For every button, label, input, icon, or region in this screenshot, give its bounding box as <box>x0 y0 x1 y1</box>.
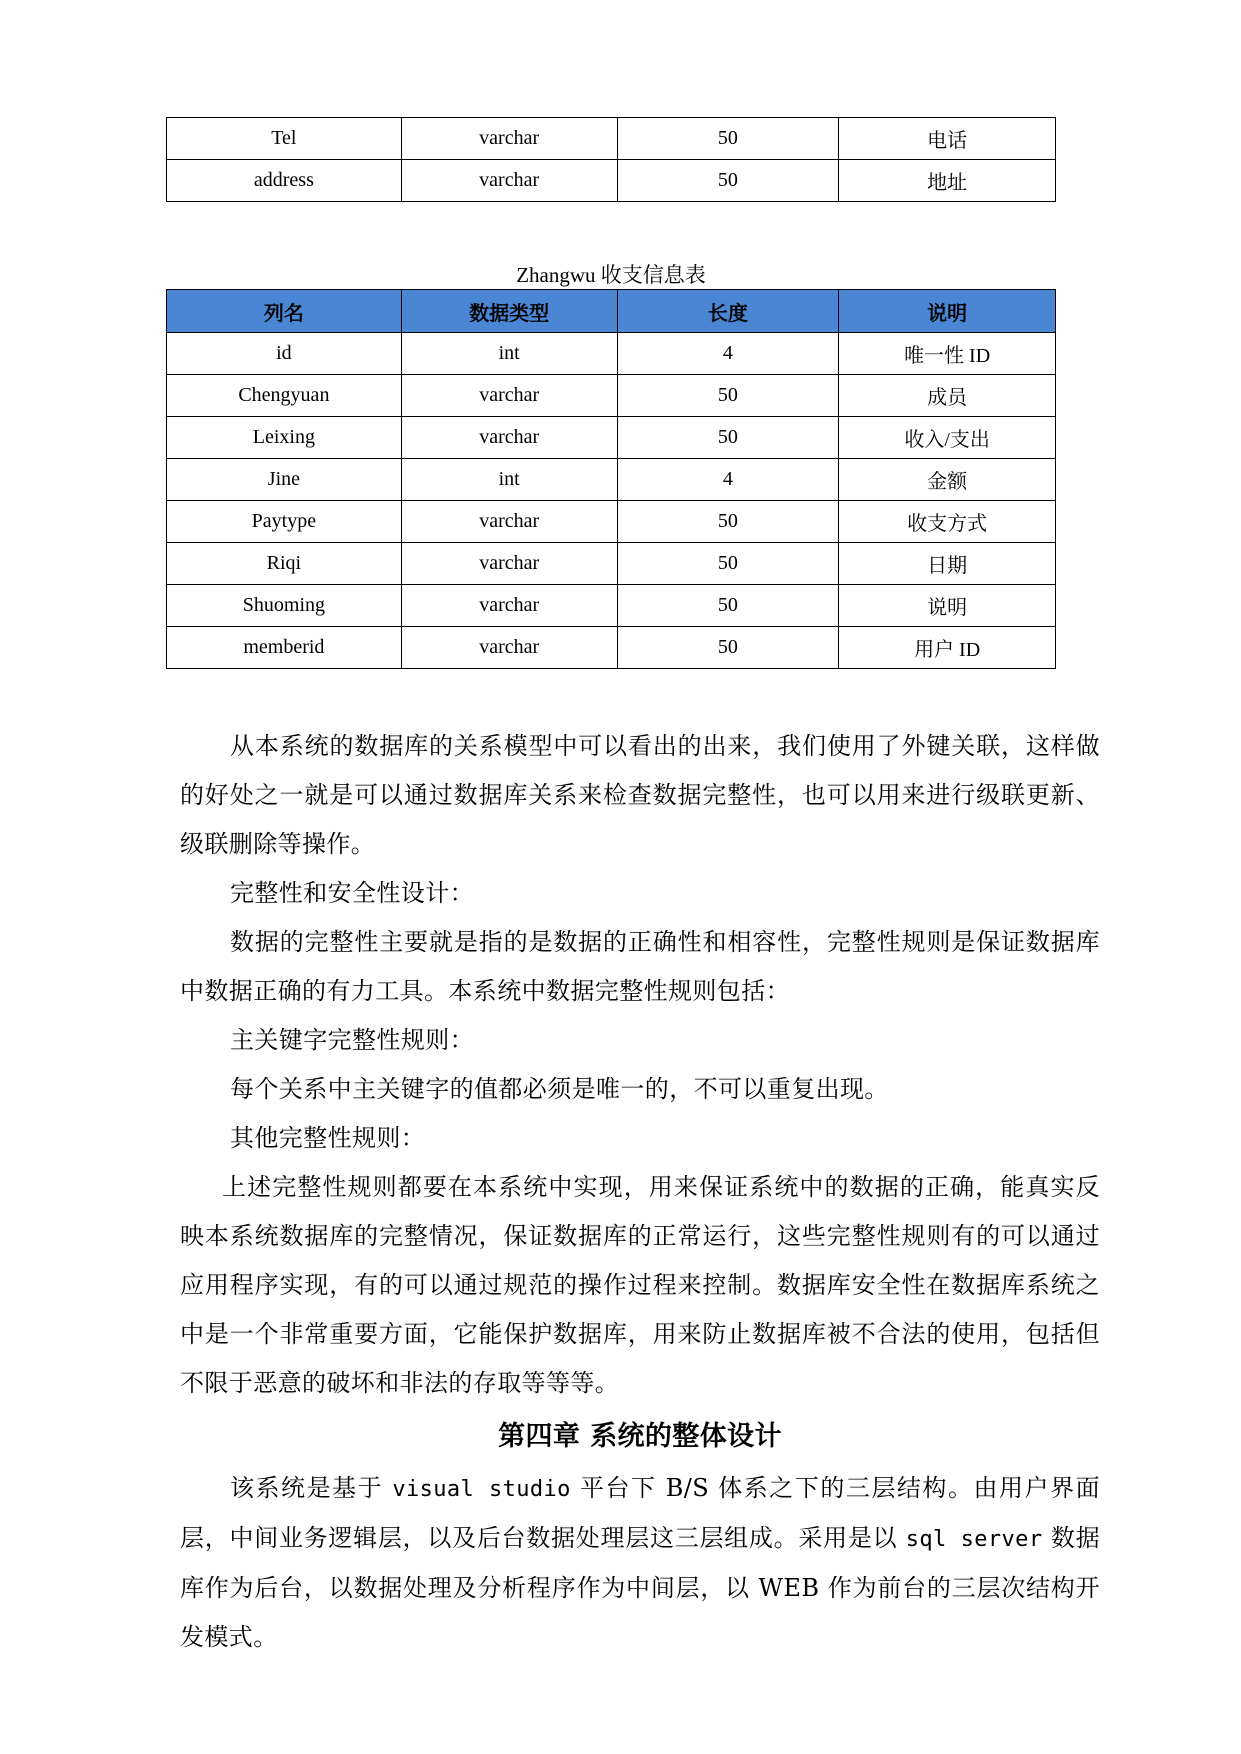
table-cell: 4 <box>617 459 839 501</box>
paragraph: 每个关系中主关键字的值都必须是唯一的，不可以重复出现。 <box>230 1075 889 1103</box>
table-row <box>167 459 1056 501</box>
table-cell: Jine <box>167 459 402 501</box>
code-text: sql server <box>905 1527 1043 1552</box>
table-cell: varchar <box>401 375 617 417</box>
paragraph: 上述完整性规则都要在本系统中实现，用来保证系统中的数据的正确，能真实反映本系统数据库的完整情况，保证数据库的正常运行，这些完整性规则有的可以通过应用程序实现，有的可以通过规范的操作过程来控制。数据库安全性在数据库系统之中是一个非常重要方面，它能保护数据库，用来防止数据库被不合法的使用，包括但不限于恶意的破坏和非法的存取等等等。 <box>180 1173 1100 1397</box>
table-cell: 说明 <box>839 585 1056 627</box>
table-cell: 收支方式 <box>839 501 1056 543</box>
table-cell: 50 <box>617 585 839 627</box>
table-cell: varchar <box>401 585 617 627</box>
table-cell: 50 <box>617 118 839 160</box>
paragraph: 其他完整性规则： <box>230 1124 426 1152</box>
table-header-row <box>167 290 1056 333</box>
table-cell: Riqi <box>167 543 402 585</box>
table-cell: varchar <box>401 417 617 459</box>
table-row <box>167 417 1056 459</box>
table-cell: 50 <box>617 160 839 202</box>
table-cell: int <box>401 459 617 501</box>
table-cell: address <box>167 160 402 202</box>
table-row <box>167 543 1056 585</box>
table-cell: Chengyuan <box>167 375 402 417</box>
table-row <box>167 160 1056 202</box>
chapter-title: 第四章 系统的整体设计 <box>498 1421 782 1452</box>
paragraph-text: 数据库作为后台，以数据处理及分析程序作为中间层，以 WEB 作为前台的三层次结构开发模式。 <box>180 1524 1100 1651</box>
table-row <box>167 585 1056 627</box>
paragraph <box>180 1464 1100 1662</box>
table-caption: Zhangwu 收支信息表 <box>516 263 706 287</box>
table-cell: varchar <box>401 627 617 669</box>
code-text: visual studio <box>392 1477 571 1502</box>
table-cell: Shuoming <box>167 585 402 627</box>
column-header: 说明 <box>839 290 1056 333</box>
table-cell: 日期 <box>839 543 1056 585</box>
table-cell: int <box>401 333 617 375</box>
paragraph-text: 平台下 B/S 体系之下的三层结构。由用户界面层，中间业务逻辑层，以及后台数据处理层这三层组成。采用是以 <box>180 1474 1100 1552</box>
table-cell: Tel <box>167 118 402 160</box>
zhangwu-table <box>166 289 1056 669</box>
table-cell: varchar <box>401 160 617 202</box>
table-cell: 50 <box>617 417 839 459</box>
table-row <box>167 375 1056 417</box>
table-cell: 50 <box>617 627 839 669</box>
table-cell: 地址 <box>839 160 1056 202</box>
column-header: 长度 <box>617 290 839 333</box>
table-row <box>167 118 1056 160</box>
body-text <box>180 722 1100 1662</box>
table-cell: varchar <box>401 543 617 585</box>
table-cell: 金额 <box>839 459 1056 501</box>
table-cell: Leixing <box>167 417 402 459</box>
table-cell: 用户 ID <box>839 627 1056 669</box>
paragraph: 主关键字完整性规则： <box>230 1026 474 1054</box>
table-cell: 50 <box>617 501 839 543</box>
table-cell: 唯一性 ID <box>839 333 1056 375</box>
table-cell: 成员 <box>839 375 1056 417</box>
table-cell: Paytype <box>167 501 402 543</box>
table-cell: memberid <box>167 627 402 669</box>
table-row <box>167 333 1056 375</box>
paragraph: 从本系统的数据库的关系模型中可以看出的出来，我们使用了外键关联，这样做的好处之一就是可以通过数据库关系来检查数据完整性，也可以用来进行级联更新、级联删除等操作。 <box>180 732 1100 858</box>
table-row <box>167 627 1056 669</box>
table-cell: varchar <box>401 118 617 160</box>
column-header: 数据类型 <box>401 290 617 333</box>
table-cell: 50 <box>617 375 839 417</box>
table-cell: 电话 <box>839 118 1056 160</box>
table-row <box>167 501 1056 543</box>
table-cell: 4 <box>617 333 839 375</box>
table-cell: id <box>167 333 402 375</box>
paragraph-text: 该系统是基于 <box>230 1474 393 1502</box>
column-header: 列名 <box>167 290 402 333</box>
table-cell: 收入/支出 <box>839 417 1056 459</box>
member-table-continued <box>166 117 1056 202</box>
paragraph: 完整性和安全性设计： <box>230 879 474 907</box>
table-cell: varchar <box>401 501 617 543</box>
table-cell: 50 <box>617 543 839 585</box>
paragraph: 数据的完整性主要就是指的是数据的正确性和相容性，完整性规则是保证数据库中数据正确的有力工具。本系统中数据完整性规则包括： <box>180 928 1100 1005</box>
